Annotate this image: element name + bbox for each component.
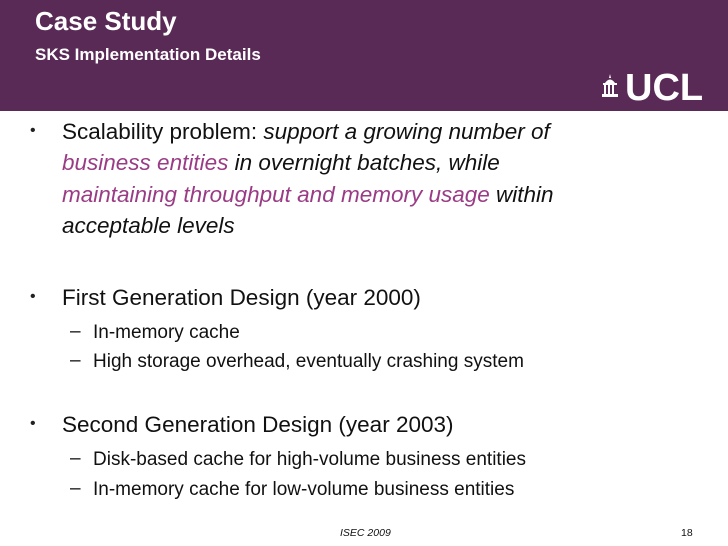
bullet-text: in overnight batches, while [228, 150, 500, 175]
bullet-text: Scalability problem: [62, 119, 264, 144]
sub-bullet-text: High storage overhead, eventually crashing system [93, 351, 524, 372]
slide-subtitle: SKS Implementation Details [35, 45, 261, 64]
bullet-text: support a growing number of [263, 119, 550, 144]
sub-bullet-text: In-memory cache for low-volume business entities [93, 479, 515, 500]
bullet-line [62, 282, 421, 313]
sub-bullet-text: In-memory cache [93, 322, 240, 343]
bullet-marker: • [30, 288, 36, 305]
page-number: 18 [681, 527, 693, 539]
ucl-logo-text: UCL [625, 67, 704, 109]
bullet-text: Second Generation Design (year 2003) [62, 412, 454, 437]
sub-bullet-text: Disk-based cache for high-volume business entities [93, 449, 526, 470]
bullet-marker: • [30, 122, 36, 139]
bullet-line [62, 409, 454, 440]
footer-conference: ISEC 2009 [340, 527, 391, 539]
highlighted-text: business entities [62, 150, 229, 175]
bullet-line [62, 210, 235, 241]
sub-bullet-dash: – [70, 448, 81, 469]
sub-bullet-dash: – [70, 478, 81, 499]
sub-bullet-dash: – [70, 321, 81, 342]
bullet-line [62, 179, 554, 210]
bullet-line [62, 147, 500, 178]
slide-title: Case Study [35, 6, 177, 36]
bullet-marker: • [30, 415, 36, 432]
sub-bullet-dash: – [70, 350, 81, 371]
bullet-text: acceptable levels [62, 213, 235, 238]
highlighted-text: maintaining throughput and memory usage [62, 182, 490, 207]
bullet-text: First Generation Design (year 2000) [62, 285, 421, 310]
bullet-text: within [489, 182, 554, 207]
bullet-line [62, 116, 550, 147]
